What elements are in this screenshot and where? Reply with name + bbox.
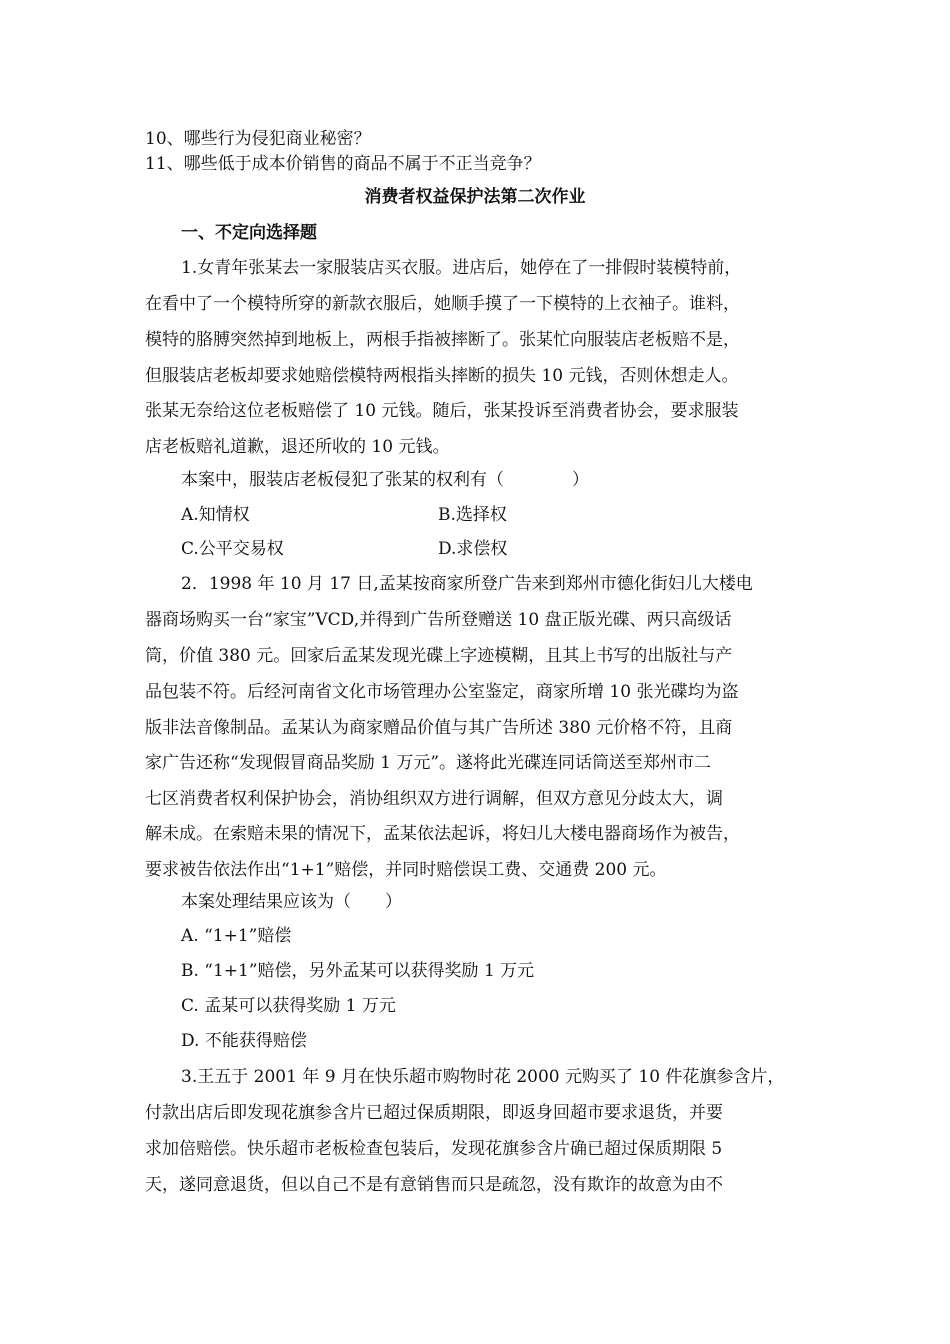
q1-line-6: 店老板赔礼道歉，退还所收的 10 元钱。	[145, 437, 450, 457]
q1-line-5: 张某无奈给这位老板赔偿了 10 元钱。随后，张某投诉至消费者协会，要求服装	[145, 401, 739, 421]
q1-prompt: 本案中，服装店老板侵犯了张某的权利有（ ）	[181, 470, 589, 490]
q2-line-2: 器商场购买一台“家宝”VCD,并得到广告所登赠送 10 盘正版光碟、两只高级话	[145, 610, 732, 630]
q3-line-1: 3.王五于 2001 年 9 月在快乐超市购物时花 2000 元购买了 10 件花旗参含片，	[181, 1067, 785, 1087]
q3-line-4: 天，遂同意退货，但以自己不是有意销售而只是疏忽，没有欺诈的故意为由不	[145, 1175, 723, 1195]
section-heading: 一、不定向选择题	[181, 223, 317, 243]
q2-line-3: 筒，价值 380 元。回家后孟某发现光碟上字迹模糊，且其上书写的出版社与产	[145, 646, 733, 666]
q2-line-6: 家广告还称“发现假冒商品奖励 1 万元”。遂将此光碟连同话筒送至郑州市二	[145, 753, 712, 773]
q2-prompt: 本案处理结果应该为（ ）	[181, 892, 402, 912]
q1-option-d: D.求偿权	[438, 539, 508, 559]
question-10: 10、哪些行为侵犯商业秘密？	[145, 129, 371, 149]
q2-line-7: 七区消费者权利保护协会，消协组织双方进行调解，但双方意见分歧太大，调	[145, 789, 723, 809]
q2-option-d: D. 不能获得赔偿	[181, 1031, 307, 1051]
q2-option-c: C. 孟某可以获得奖励 1 万元	[181, 996, 396, 1016]
q2-line-9: 要求被告依法作出“1+1”赔偿，并同时赔偿误工费、交通费 200 元。	[145, 860, 667, 880]
q2-line-4: 品包装不符。后经河南省文化市场管理办公室鉴定，商家所增 10 张光碟均为盗	[145, 682, 739, 702]
q1-line-2: 在看中了一个模特所穿的新款衣服后，她顺手摸了一下模特的上衣袖子。谁料，	[145, 294, 740, 314]
q1-line-1: 1.女青年张某去一家服装店买衣服。进店后，她停在了一排假时装模特前，	[181, 258, 742, 278]
q1-option-b: B.选择权	[438, 505, 507, 525]
q1-line-4: 但服装店老板却要求她赔偿模特两根指头摔断的损失 10 元钱，否则休想走人。	[145, 366, 739, 386]
q1-option-c: C.公平交易权	[181, 539, 284, 559]
q2-line-5: 版非法音像制品。孟某认为商家赠品价值与其广告所述 380 元价格不符，且商	[145, 718, 733, 738]
q3-line-3: 求加倍赔偿。快乐超市老板检查包装后，发现花旗参含片确已超过保质期限 5	[145, 1139, 723, 1159]
q3-line-2: 付款出店后即发现花旗参含片已超过保质期限，即返身回超市要求退货，并要	[145, 1103, 723, 1123]
q2-option-b: B. “1+1”赔偿，另外孟某可以获得奖励 1 万元	[181, 961, 535, 981]
q2-line-1: 2．1998 年 10 月 17 日,孟某按商家所登广告来到郑州市德化街妇儿大楼电	[181, 574, 753, 594]
q1-option-a: A.知情权	[181, 505, 250, 525]
question-11: 11、哪些低于成本价销售的商品不属于不正当竞争？	[145, 154, 541, 174]
q2-option-a: A. “1+1”赔偿	[181, 926, 292, 946]
q1-line-3: 模特的胳膊突然掉到地板上，两根手指被摔断了。张某忙向服装店老板赔不是，	[145, 330, 740, 350]
q2-line-8: 解未成。在索赔未果的情况下，孟某依法起诉，将妇儿大楼电器商场作为被告，	[145, 824, 740, 844]
page-title: 消费者权益保护法第二次作业	[364, 187, 586, 207]
